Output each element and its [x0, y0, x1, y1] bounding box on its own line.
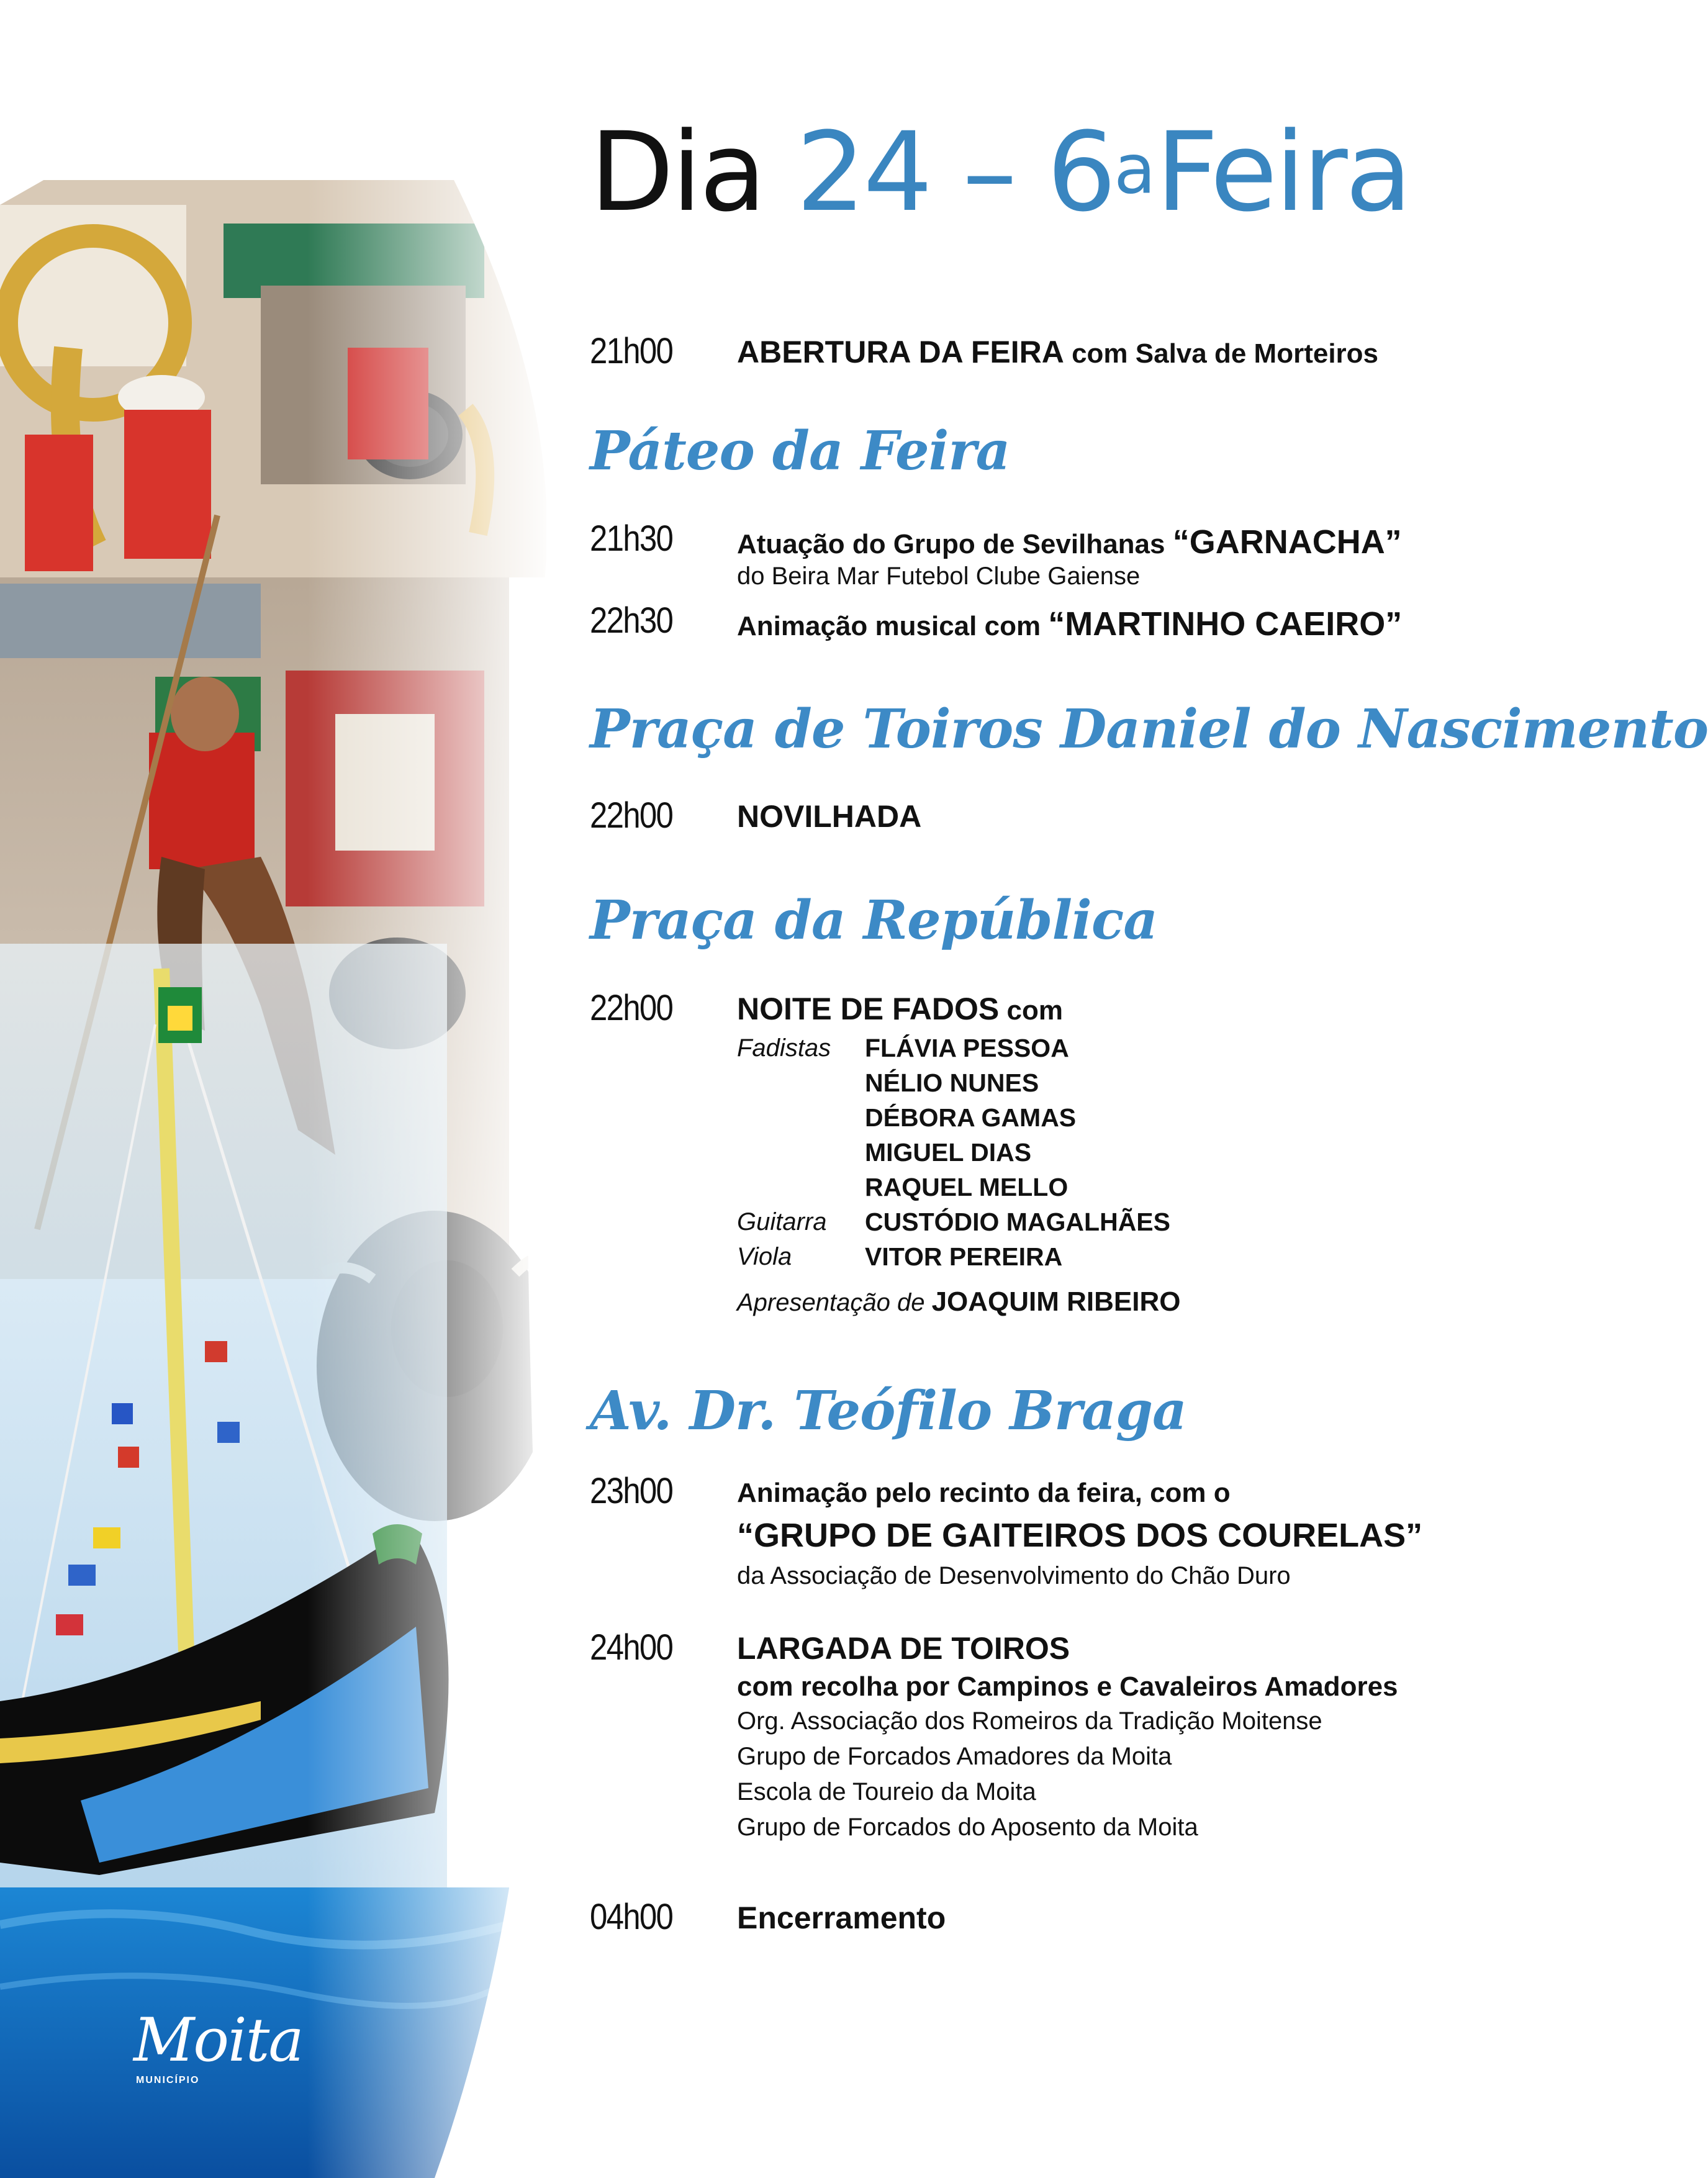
event-sub: da Associação de Desenvolvimento do Chão Duro [737, 1562, 1291, 1589]
collage-artwork [0, 0, 559, 2178]
title-ordinal: 6 [1047, 109, 1114, 236]
event-gaiteiros: “GRUPO DE GAITEIROS DOS COURELAS” [737, 1517, 1423, 1554]
event-time: 22h00 [590, 988, 673, 1028]
org-line: Grupo de Forcados Amadores da Moita [737, 1743, 1172, 1770]
event-garnacha [737, 523, 1402, 561]
logo-subtitle: MUNICÍPIO [136, 2075, 200, 2085]
event-title: NOITE DE FADOS [737, 992, 1000, 1026]
event-highlight: “MARTINHO CAEIRO” [1048, 605, 1403, 643]
fadista-name: RAQUEL MELLO [865, 1173, 1069, 1201]
fadistas-label: Fadistas [737, 1034, 831, 1062]
closing-time: 04h00 [590, 1897, 673, 1937]
event-time: 21h30 [590, 518, 673, 559]
event-martinho-caeiro [737, 605, 1402, 643]
event-novilhada: NOVILHADA [737, 799, 922, 834]
fadista-name: FLÁVIA PESSOA [865, 1034, 1069, 1062]
presenter-line [737, 1286, 1180, 1317]
opening-title: ABERTURA DA FEIRA [737, 335, 1064, 369]
viola-name: VITOR PEREIRA [865, 1242, 1063, 1271]
title-day: 24 – [796, 109, 1015, 236]
event-line: Animação pelo recinto da feira, com o [737, 1478, 1231, 1508]
title-word: Dia [590, 109, 764, 236]
presenter-name: JOAQUIM RIBEIRO [931, 1286, 1181, 1317]
page-title [590, 109, 1410, 236]
event-title-suffix: com [999, 995, 1063, 1026]
venue-av-teofilo-braga: Av. Dr. Teófilo Braga [590, 1380, 1186, 1442]
event-prefix: Animação musical com [737, 611, 1049, 641]
org-line: Grupo de Forcados do Aposento da Moita [737, 1814, 1198, 1841]
venue-praca-da-republica: Praça da República [590, 889, 1157, 952]
org-line: Org. Associação dos Romeiros da Tradição Moitense [737, 1707, 1322, 1735]
title-weekday: Feira [1155, 109, 1410, 236]
closing-title: Encerramento [737, 1900, 946, 1935]
photo-collage [0, 0, 559, 2178]
guitarra-label: Guitarra [737, 1208, 827, 1236]
programme [590, 0, 1708, 2178]
event-line: com recolha por Campinos e Cavaleiros Amadores [737, 1671, 1398, 1702]
title-ordinal-sup: a [1114, 129, 1156, 209]
municipality-logo [115, 2005, 301, 2086]
event-time: 22h30 [590, 600, 673, 641]
guitarra-name: CUSTÓDIO MAGALHÃES [865, 1208, 1170, 1236]
venue-praca-de-toiros: Praça de Toiros Daniel do Nascimento [590, 698, 1708, 761]
logo-wordmark: Moita [133, 2005, 303, 2075]
event-sub: do Beira Mar Futebol Clube Gaiense [737, 563, 1141, 590]
viola-label: Viola [737, 1243, 792, 1270]
event-highlight: “GARNACHA” [1172, 523, 1402, 561]
event-time: 22h00 [590, 795, 673, 836]
event-time: 24h00 [590, 1627, 673, 1668]
fadista-name: NÉLIO NUNES [865, 1069, 1039, 1097]
presenter-label: Apresentação de [737, 1289, 932, 1316]
org-line: Escola de Toureio da Moita [737, 1778, 1036, 1805]
event-time: 23h00 [590, 1471, 673, 1511]
venue-pateo-da-feira: Páteo da Feira [590, 420, 1010, 482]
event-largada-de-toiros: LARGADA DE TOIROS [737, 1631, 1070, 1666]
fadista-name: MIGUEL DIAS [865, 1138, 1032, 1167]
event-prefix: Atuação do Grupo de Sevilhanas [737, 529, 1173, 559]
event-noite-de-fados [737, 991, 1063, 1027]
opening-time: 21h00 [590, 331, 673, 371]
opening-detail: com Salva de Morteiros [1064, 338, 1379, 369]
opening-line [737, 334, 1378, 370]
fadista-name: DÉBORA GAMAS [865, 1103, 1077, 1132]
